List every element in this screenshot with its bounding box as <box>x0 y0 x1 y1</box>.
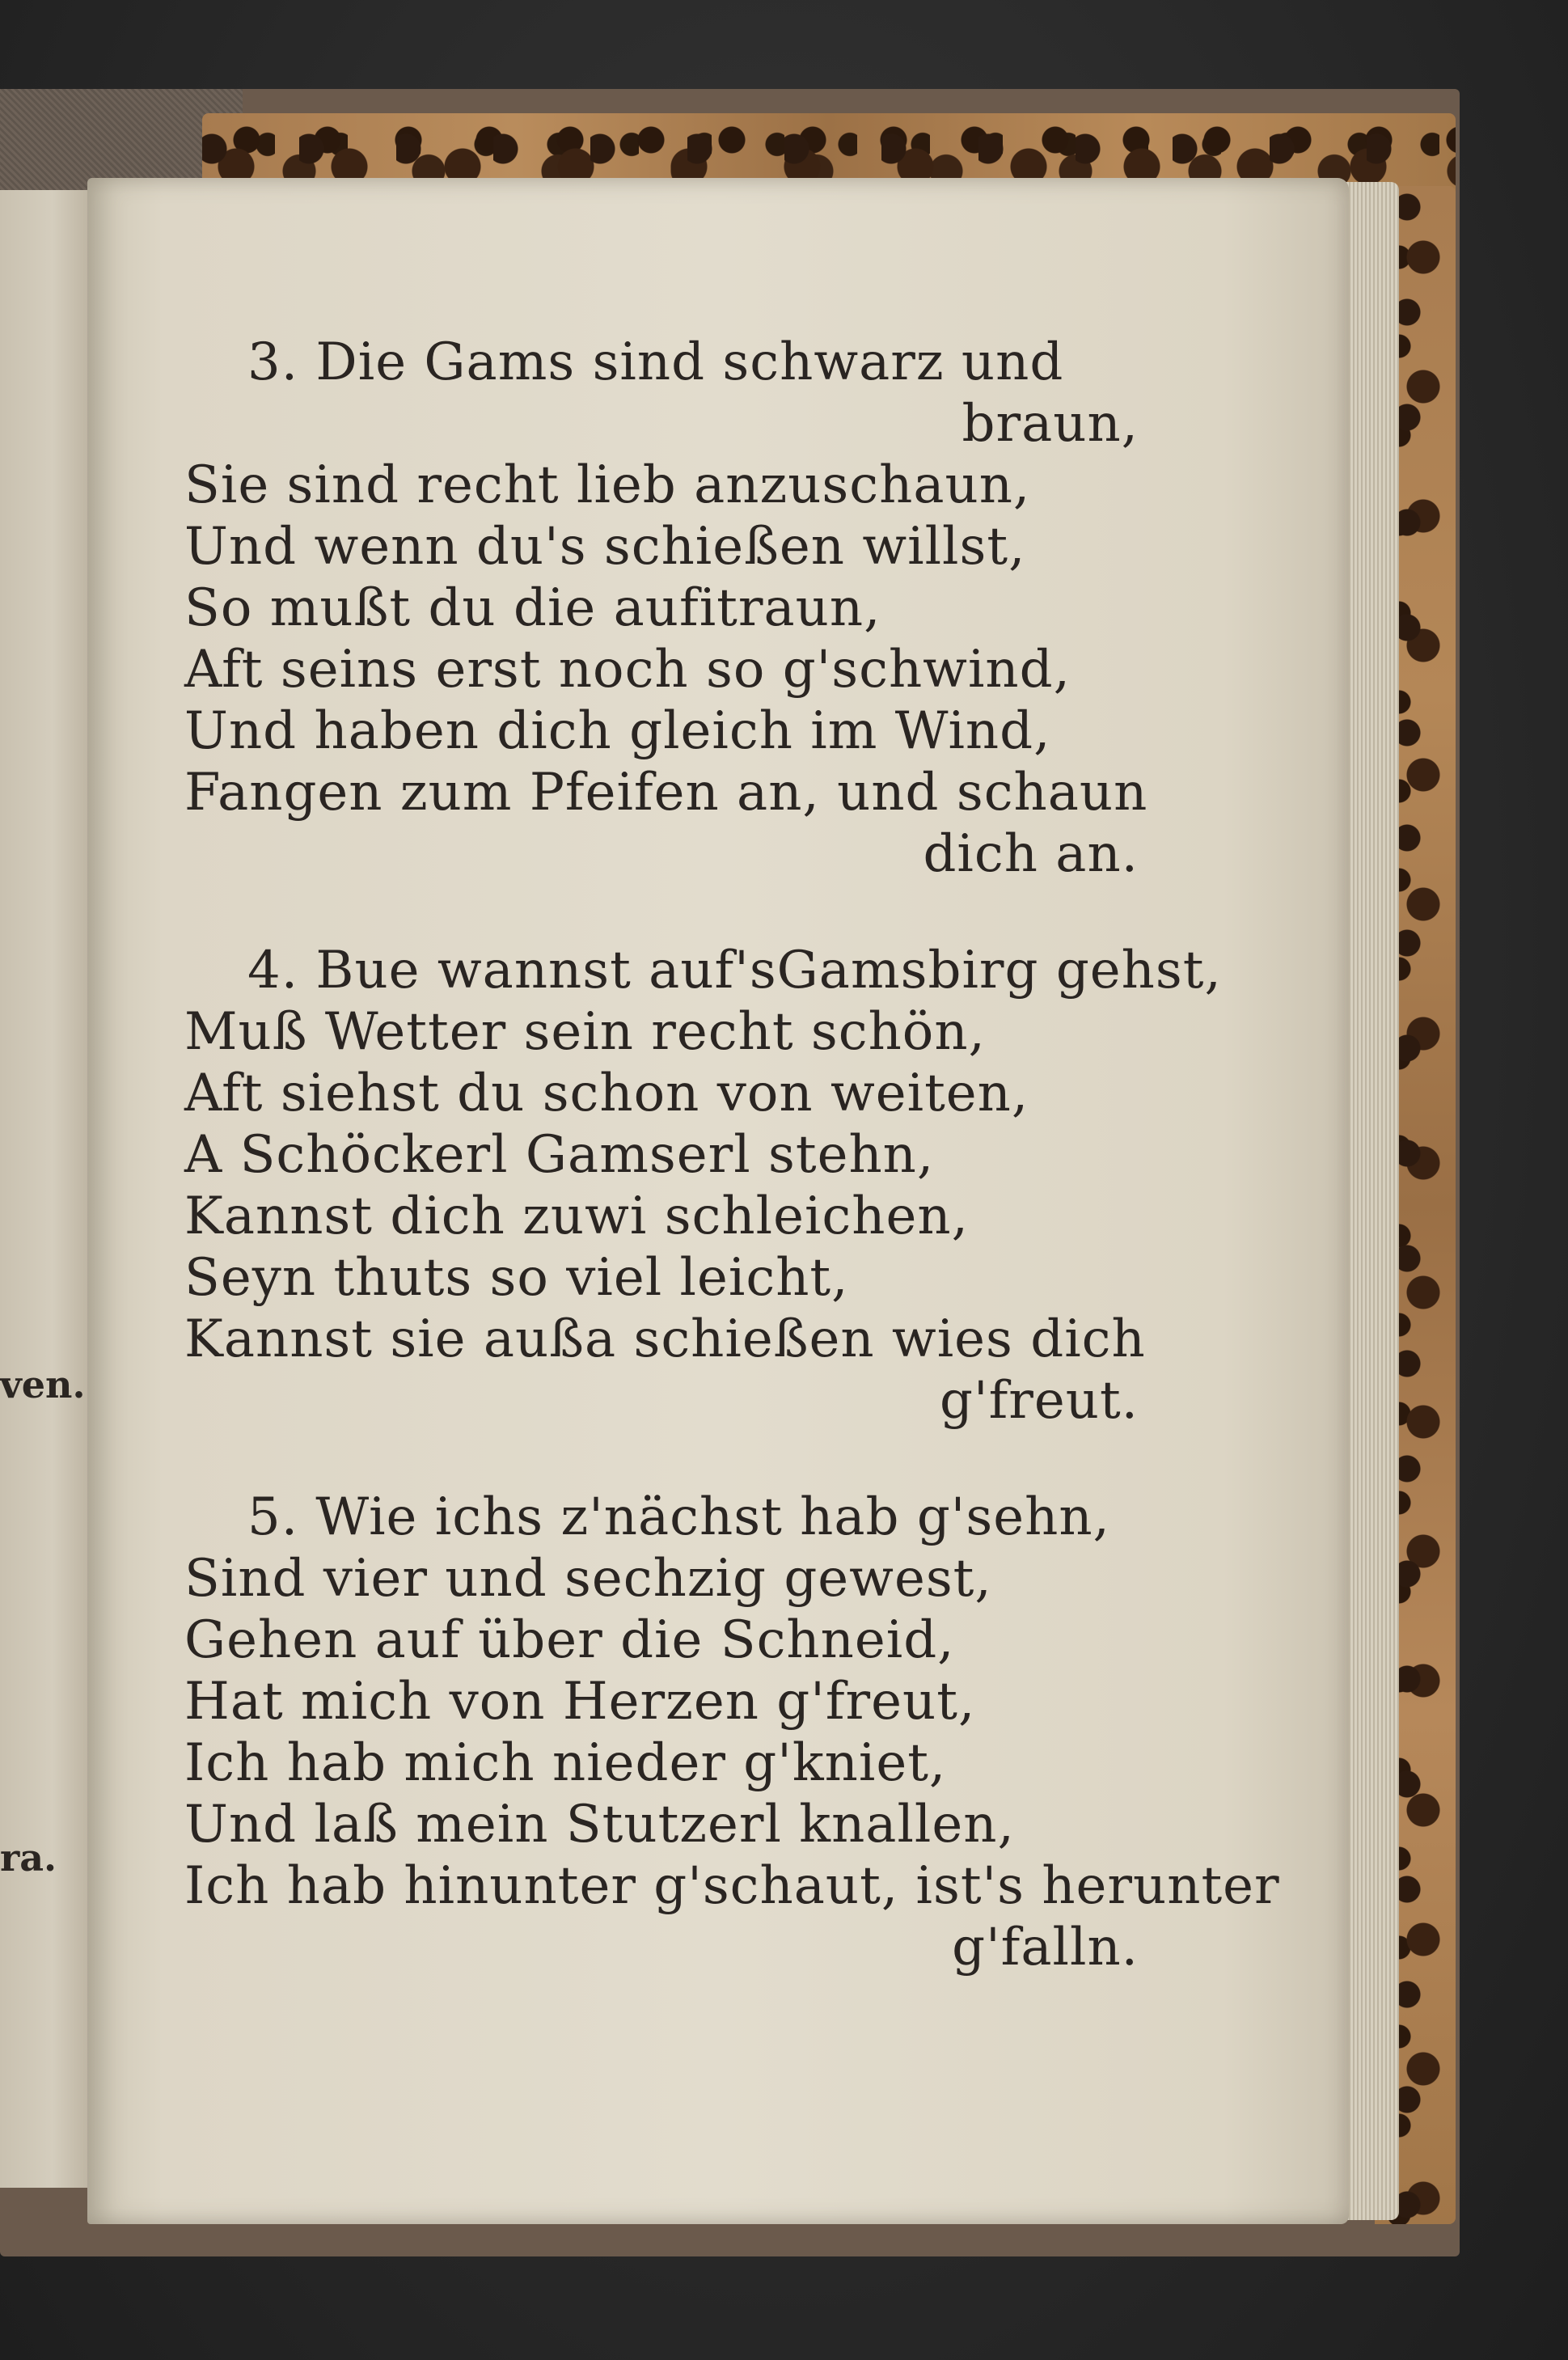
verse-line: Und laß mein Stutzerl knallen, <box>184 1795 1015 1855</box>
verse-line: dich an. <box>923 824 1139 884</box>
verse-line: 5. Wie ichs z'nächst hab g'sehn, <box>247 1487 1110 1547</box>
verse-line: Fangen zum Pfeifen an, und schaun <box>184 763 1148 823</box>
verse-line: Hat mich von Herzen g'freut, <box>184 1672 976 1732</box>
stanza <box>184 332 1228 885</box>
facing-page <box>0 190 89 2188</box>
stanza <box>184 940 1228 1432</box>
verse-line: braun, <box>962 394 1139 454</box>
facing-page-fragment: ven. <box>0 1363 86 1406</box>
verse-line: Ich hab hinunter g'schaut, ist's herunter <box>184 1856 1280 1916</box>
poem-text <box>184 332 1280 1978</box>
verse-line: Und wenn du's schießen willst, <box>184 517 1026 577</box>
verse-line: Sie sind recht lieb anzuschaun, <box>184 455 1031 515</box>
verse-line: Seyn thuts so viel leicht, <box>184 1248 849 1308</box>
facing-page-fragment: ra. <box>0 1836 57 1880</box>
book-page <box>87 178 1349 2224</box>
verse-line: Und haben dich gleich im Wind, <box>184 701 1051 761</box>
verse-line: Aft siehst du schon von weiten, <box>184 1064 1029 1123</box>
verse-line: Kannst dich zuwi schleichen, <box>184 1186 969 1246</box>
verse-line: Muß Wetter sein recht schön, <box>184 1002 986 1062</box>
verse-line: g'freut. <box>940 1371 1139 1431</box>
verse-line: g'falln. <box>952 1918 1139 1977</box>
verse-line: Gehen auf über die Schneid, <box>184 1610 955 1670</box>
verse-line: A Schöckerl Gamserl stehn, <box>184 1125 935 1185</box>
stanza <box>184 1487 1280 1978</box>
verse-line: So mußt du die aufitraun, <box>184 578 881 638</box>
verse-line: Ich hab mich nieder g'kniet, <box>184 1733 947 1793</box>
verse-line: Aft seins erst noch so g'schwind, <box>184 640 1071 700</box>
verse-line: Sind vier und sechzig gewest, <box>184 1549 992 1609</box>
verse-line: 4. Bue wannst auf'sGamsbirg gehst, <box>247 941 1222 1000</box>
verse-line: 3. Die Gams sind schwarz und <box>247 332 1064 392</box>
verse-line: Kannst sie außa schießen wies dich <box>184 1309 1146 1369</box>
